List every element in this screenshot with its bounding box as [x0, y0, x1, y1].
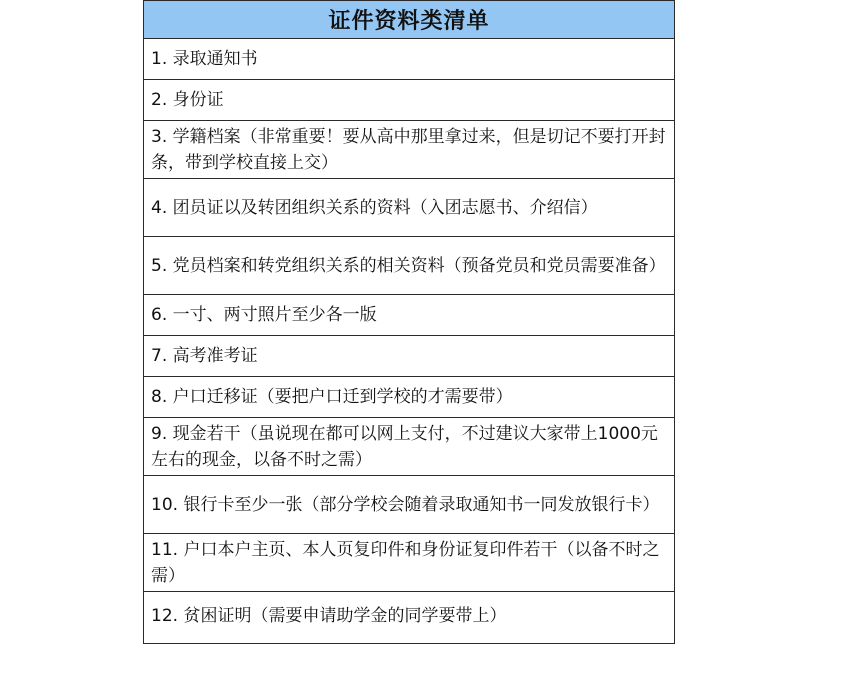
list-item-text: 7. 高考准考证: [151, 346, 258, 366]
list-item-text: 8. 户口迁移证（要把户口迁到学校的才需要带）: [151, 387, 513, 407]
list-item: [144, 121, 674, 179]
list-item: [144, 237, 674, 295]
checklist-table: [143, 0, 675, 644]
list-item: [144, 336, 674, 377]
list-item-text: 11. 户口本户主页、本人页复印件和身份证复印件若干（以备不时之需）: [151, 539, 660, 586]
list-item-text: 12. 贫困证明（需要申请助学金的同学要带上）: [151, 605, 507, 626]
list-item: [144, 476, 674, 534]
list-item: [144, 534, 674, 592]
list-item-text: 4. 团员证以及转团组织关系的资料（入团志愿书、介绍信）: [151, 197, 598, 218]
list-item-text: 9. 现金若干（虽说现在都可以网上支付，不过建议大家带上1000元左右的现金，以备不时之需）: [151, 423, 658, 470]
list-item: [144, 39, 674, 80]
checklist-rows: [144, 39, 674, 643]
table-title: 证件资料类清单: [144, 1, 674, 39]
list-item-text: 5. 党员档案和转党组织关系的相关资料（预备党员和党员需要准备）: [151, 255, 666, 276]
list-item-text: 1. 录取通知书: [151, 49, 258, 69]
list-item: [144, 80, 674, 121]
list-item-text: 3. 学籍档案（非常重要！要从高中那里拿过来，但是切记不要打开封条，带到学校直接上交）: [151, 126, 666, 173]
list-item-text: 6. 一寸、两寸照片至少各一版: [151, 305, 377, 325]
list-item: [144, 295, 674, 336]
list-item: [144, 418, 674, 476]
list-item-text: 10. 银行卡至少一张（部分学校会随着录取通知书一同发放银行卡）: [151, 494, 660, 515]
list-item: [144, 179, 674, 237]
list-item: [144, 592, 674, 639]
list-item: [144, 377, 674, 418]
list-item-text: 2. 身份证: [151, 90, 224, 110]
